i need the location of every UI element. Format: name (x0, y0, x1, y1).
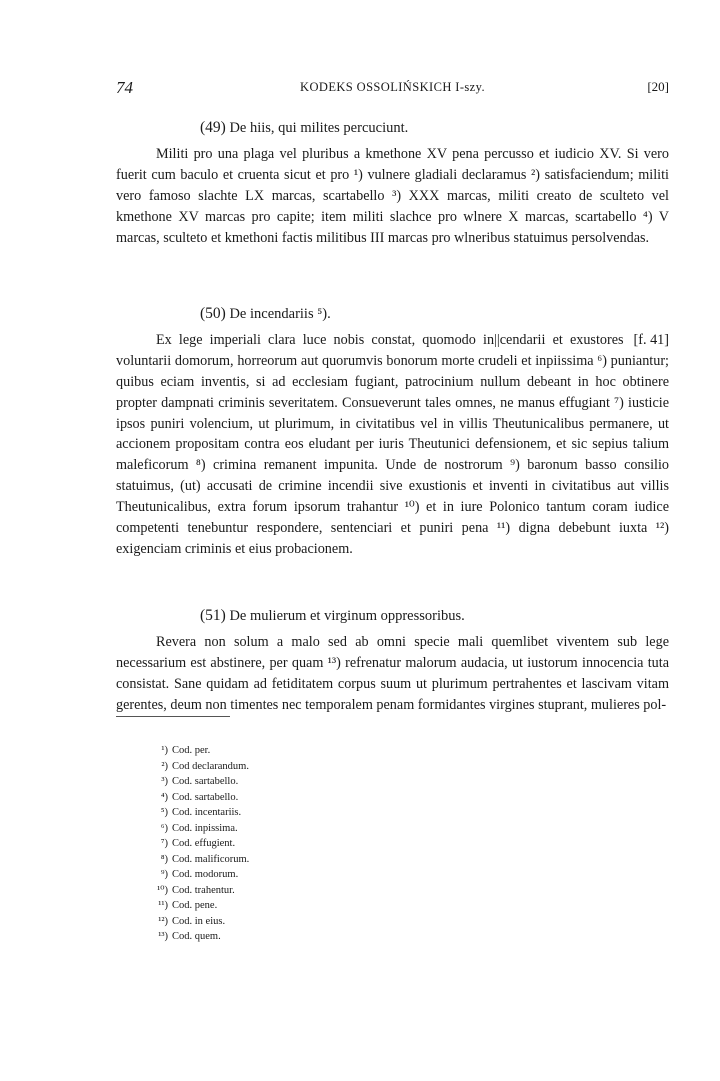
footnote-number: ²) (161, 760, 168, 772)
footnote (144, 805, 444, 821)
footnote-text: Cod. incentariis. (172, 807, 242, 818)
footnote-number: ⁷) (160, 838, 168, 849)
footnote-text: Cod. modorum. (172, 869, 239, 880)
footnote-number: ³) (161, 776, 168, 787)
footnote (144, 774, 444, 790)
footnote-text: Cod declarandum. (172, 760, 249, 772)
footnote-number: ¹) (161, 745, 168, 756)
footnote-number: ¹³) (158, 931, 168, 942)
footnote (144, 836, 444, 852)
footnote (144, 883, 444, 899)
footnote-text: Cod. inpissima. (172, 822, 238, 834)
section-title: De hiis, qui milites percuciunt. (229, 120, 409, 136)
footnote-text: Cod. sartabello. (172, 776, 239, 787)
section-body: Ex lege imperiali clara luce nobis constat, quomodo in||cendarii et exustores voluntarii domorum, horreorum aut quorumvis bonorum morte crudeli et inpiissima ⁶) puniantur; quibus eciam inventis, si ad ecclesiam fugiant, patrocinium nullum debeant in hoc obtinere propter dampnati criminis severitatem. Consueverunt tales omnes, ne manus effugiant ⁷) iusticie ipsos puniri volencium, ut plurimum, in civitatibus vel in villis Theutunicalibus permanere, ut accionem propositam contra eos eludant per iuris Theutunici defensionem, et sic sepius talium maleficorum ⁸) crimina remanent impunita. Unde de nostrorum ⁹) baronum basso consilio statuimus, (ut) accusati de crimine incendii sive exustionis et inventi in civitatibus aut villis Theutunicalibus, extra forum ipsorum trahantur ¹⁰) et in iure Polonico tantum coram iudice competenti tenebuntur respondere, sentenciari et puniri pena ¹¹) digna debebunt iuxta ¹²) exigenciam criminis et eius probacionem. (116, 331, 669, 557)
page-number: 74 (116, 78, 133, 97)
section-49 (116, 118, 669, 248)
footnote-text: Cod. sartabello. (172, 791, 239, 803)
section-number: (51) (200, 607, 226, 624)
footnote (144, 898, 444, 914)
footnote-number: ¹²) (158, 915, 168, 927)
section-title: De incendariis ⁵). (229, 306, 331, 322)
section-body: Revera non solum a malo sed ab omni specie mali quemlibet viventem sub lege necessarium est abstinere, per quam ¹³) refrenatur malorum audacia, ut iustorum innocencia tuta consistat. Sane quidam ad fetiditatem corpus suum ut plurimum pertrahentes et lascivam vitam gerentes, deum non timentes nec temporalem penam formidantes virgines stuprant, mulieres pol- (116, 633, 669, 713)
footnote-text: Cod. per. (172, 745, 211, 756)
section-number: (50) (200, 305, 226, 322)
footnote-number: ⁸) (160, 853, 168, 865)
section-heading (116, 118, 669, 139)
footnote-number: ¹¹) (158, 900, 168, 911)
footnote (144, 852, 444, 868)
footnote-divider (116, 716, 230, 717)
footnote-number: ⁶) (160, 822, 168, 834)
section-body: Militi pro una plaga vel pluribus a kmethone XV pena percusso et iudicio XV. Si vero fuerit cum baculo et cruenta sicut et pro ¹) vulnere gladiali declaramus ²) satisfaciendum; militi vero famoso slachte LX marcas, scartabello ³) XXX marcas, militi creato de sculteto vel kmethone XV marcas pro capite; item militi slachce pro wlnere X marcas, scartabello ⁴) V marcas, sculteto et kmethoni factis militibus III marcas pro wlneribus statuimus persolvendas. (116, 145, 669, 246)
footnote-text: Cod. quem. (172, 931, 221, 942)
folio-marker: [f. 41] (633, 331, 669, 348)
section-reference: [20] (647, 79, 669, 94)
footnote-text: Cod. malificorum. (172, 853, 250, 865)
footnote (144, 821, 444, 837)
footnote-text: Cod. in eius. (172, 915, 226, 927)
footnote (144, 790, 444, 806)
section-title: De mulierum et virginum oppressoribus. (229, 608, 465, 624)
footnote (144, 867, 444, 883)
footnote-number: ¹⁰) (157, 884, 168, 896)
footnote-text: Cod. effugient. (172, 838, 236, 849)
running-head (116, 78, 669, 100)
footnote (144, 759, 444, 775)
section-number: (49) (200, 119, 226, 136)
section-heading (116, 304, 669, 325)
footnote-text: Cod. trahentur. (172, 884, 235, 896)
section-50 (116, 304, 669, 560)
footnote (144, 743, 444, 759)
footnote-number: ⁹) (160, 869, 168, 880)
footnotes (144, 743, 444, 945)
footnote (144, 914, 444, 930)
running-title: KODEKS OSSOLIŃSKICH I-szy. (300, 80, 485, 94)
section-51 (116, 606, 669, 716)
footnote-text: Cod. pene. (172, 900, 218, 911)
footnote-number: ⁴) (160, 791, 168, 803)
footnote (144, 929, 444, 945)
section-heading (116, 606, 669, 627)
footnote-number: ⁵) (160, 807, 168, 818)
